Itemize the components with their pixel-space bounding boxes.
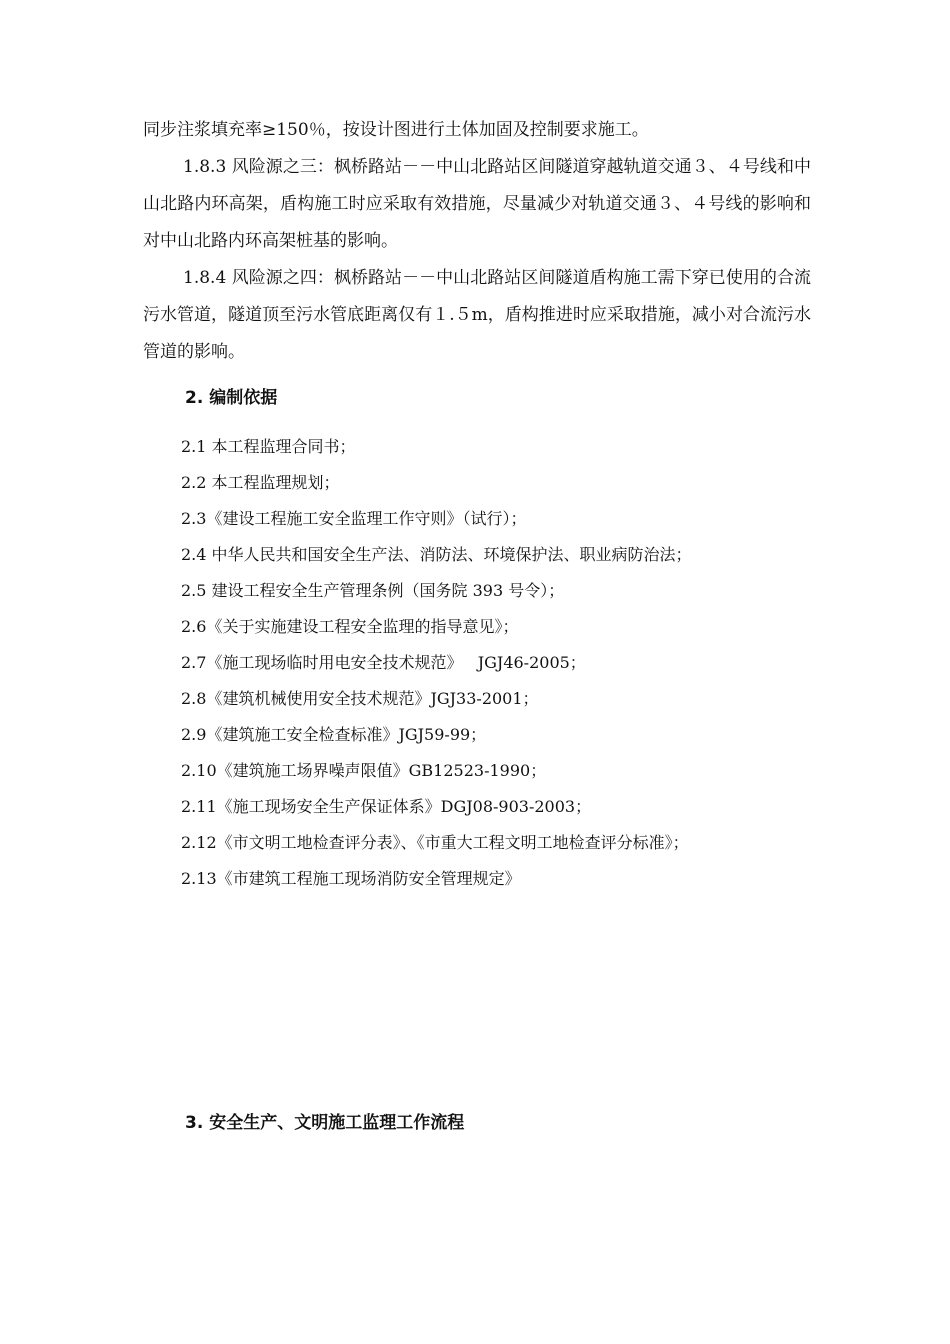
list-item: 2.4 中华人民共和国安全生产法、消防法、环境保护法、职业病防治法； (181, 545, 692, 564)
list-item: 2.9《建筑施工安全检查标准》JGJ59-99； (181, 725, 487, 744)
list-item: 2.12《市文明工地检查评分表》、《市重大工程文明工地检查评分标准》； (181, 833, 689, 852)
list-item: 2.13《市建筑工程施工现场消防安全管理规定》 (181, 869, 521, 888)
list-item: 2.5 建设工程安全生产管理条例（国务院 393 号令）； (181, 581, 565, 600)
section-2-heading: 2. 编制依据 (185, 388, 278, 408)
paragraph-risk-source-3: 1.8.3 风险源之三：枫桥路站－－中山北路站区间隧道穿越轨道交通３、４号线和中山北路内环高架，盾构施工时应采取有效措施，尽量减少对轨道交通３、４号线的影响和对中山北路内环高架桩基的影响。 (143, 157, 811, 251)
section-3-heading: 3. 安全生产、文明施工监理工作流程 (185, 1113, 465, 1133)
list-item: 2.2 本工程监理规划； (181, 473, 340, 492)
list-item: 2.1 本工程监理合同书； (181, 437, 356, 456)
reference-list (181, 432, 692, 900)
paragraph-risk-source-4: 1.8.4 风险源之四：枫桥路站－－中山北路站区间隧道盾构施工需下穿已使用的合流污水管道，隧道顶至污水管底距离仅有１.５m，盾构推进时应采取措施，减小对合流污水管道的影响。 (143, 268, 811, 362)
list-item: 2.6《关于实施建设工程安全监理的指导意见》； (181, 617, 519, 636)
list-item: 2.10《建筑施工场界噪声限值》GB12523-1990； (181, 761, 547, 780)
list-item: 2.8《建筑机械使用安全技术规范》JGJ33-2001； (181, 689, 539, 708)
paragraph-grouting: 同步注浆填充率≥150％，按设计图进行土体加固及控制要求施工。 (143, 120, 649, 140)
list-item: 2.11《施工现场安全生产保证体系》DGJ08-903-2003； (181, 797, 592, 816)
list-item: 2.3《建设工程施工安全监理工作守则》（试行）； (181, 509, 527, 528)
list-item: 2.7《施工现场临时用电安全技术规范》 JGJ46-2005； (181, 653, 586, 672)
